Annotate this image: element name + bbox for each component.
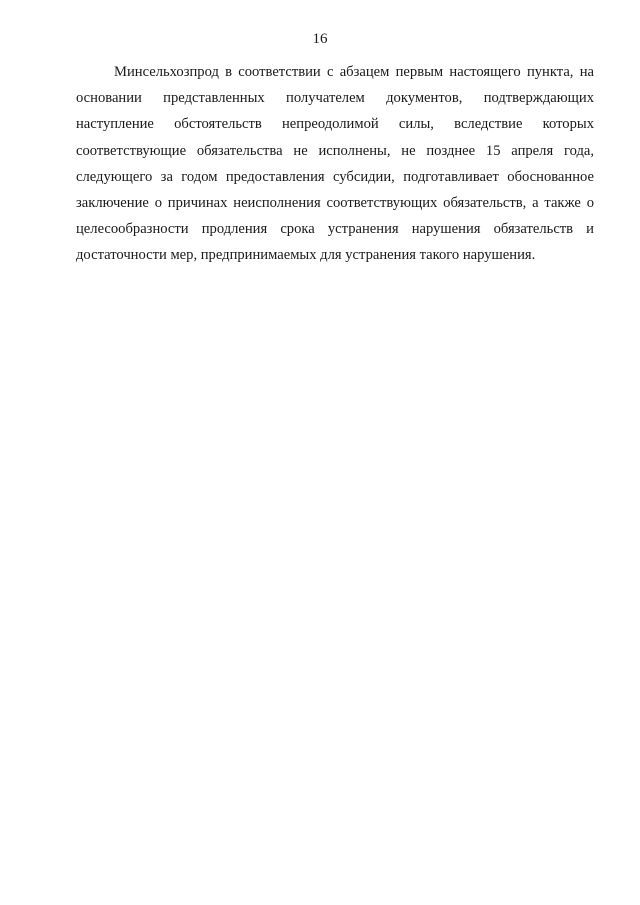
page-number: 16 — [312, 31, 328, 47]
body-paragraph: Минсельхозпрод в соответствии с абзацем первым настоящего пункта, на основании представленных получателем документов, подтверждающих наступление обстоятельств непреодолимой силы, вследствие которых соответствующие обязательства не исполнены, не позднее 15 апреля года, следующего за годом предоставления субсидии, подготавливает обоснованное заключение о причинах неисполнения соответствующих обязательств, а также о целесообразности продления срока устранения нарушения обязательств и достаточности мер, предпринимаемых для устранения такого нарушения. — [76, 64, 594, 264]
